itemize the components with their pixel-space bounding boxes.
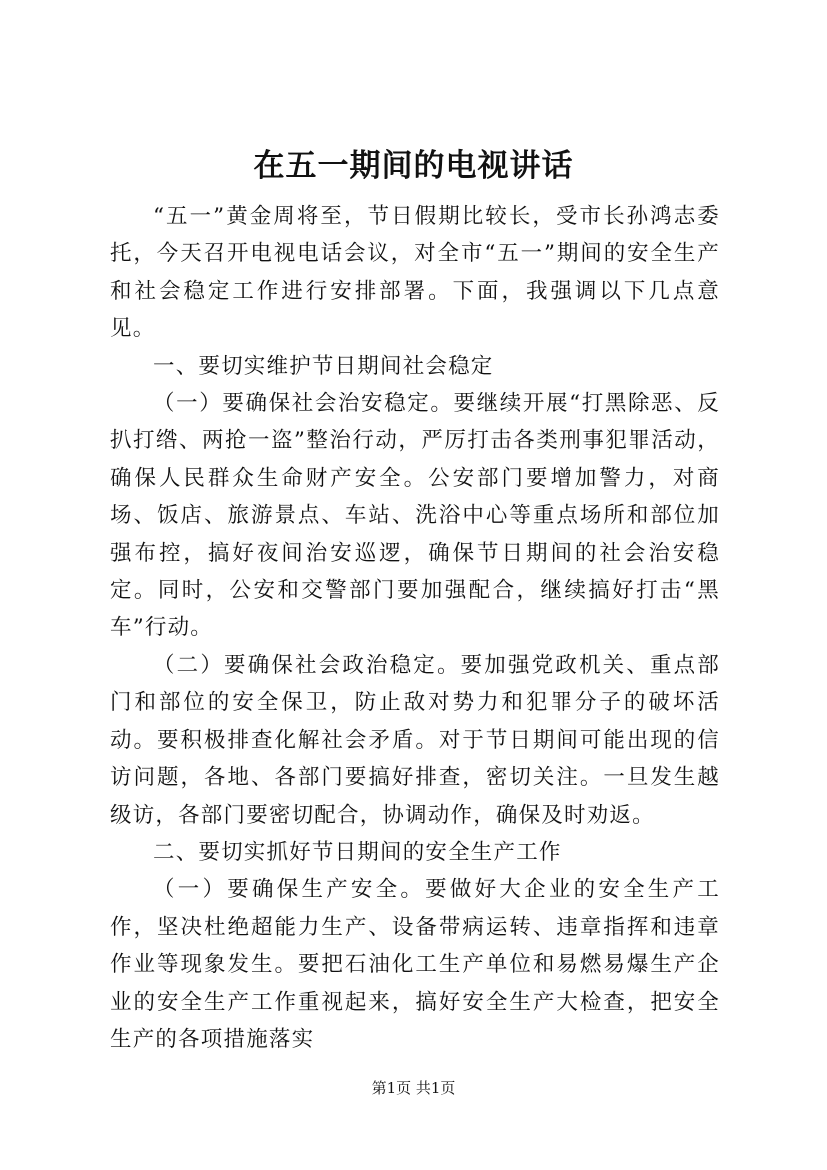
section-heading-1: 一、要切实维护节日期间社会稳定 [153,353,494,379]
paragraph-political-stability: （二）要确保社会政治稳定。要加强党政机关、重点部门和部位的安全保卫，防止敌对势力和犯罪分子的破坏活动。要积极排查化解社会矛盾。对于节日期间可能出现的信访问题，各地、各部门要搞好排查，密切关注。一旦发生越级访，各部门要密切配合，协调动作，确保及时劝返。 [110,652,720,828]
paragraph-production-safety: （一）要确保生产安全。要做好大企业的安全生产工作，坚决杜绝超能力生产、设备带病运转、违章指挥和违章作业等现象发生。要把石油化工生产单位和易燃易爆生产企业的安全生产工作重视起来，搞好安全生产大检查，把安全生产的各项措施落实 [110,877,720,1052]
page-number-footer: 第1页 共1页 [371,1079,456,1097]
section-heading-2: 二、要切实抓好节日期间的安全生产工作 [153,839,562,865]
page-title: 在五一期间的电视讲话 [253,148,574,184]
document-body [110,198,720,1058]
paragraph-public-security: （一）要确保社会治安稳定。要继续开展“打黑除恶、反扒打绺、两抢一盗”整治行动，严厉打击各类刑事犯罪活动，确保人民群众生命财产安全。公安部门要增加警力，对商场、饭店、旅游景点、车站、洗浴中心等重点场所和部位加强布控，搞好夜间治安巡逻，确保节日期间的社会治安稳定。同时，公安和交警部门要加强配合，继续搞好打击“黑车”行动。 [110,391,720,641]
paragraph-intro: “五一”黄金周将至，节日假期比较长，受市长孙鸿志委托，今天召开电视电话会议，对全市“五一”期间的安全生产和社会稳定工作进行安排部署。下面，我强调以下几点意见。 [110,204,720,342]
